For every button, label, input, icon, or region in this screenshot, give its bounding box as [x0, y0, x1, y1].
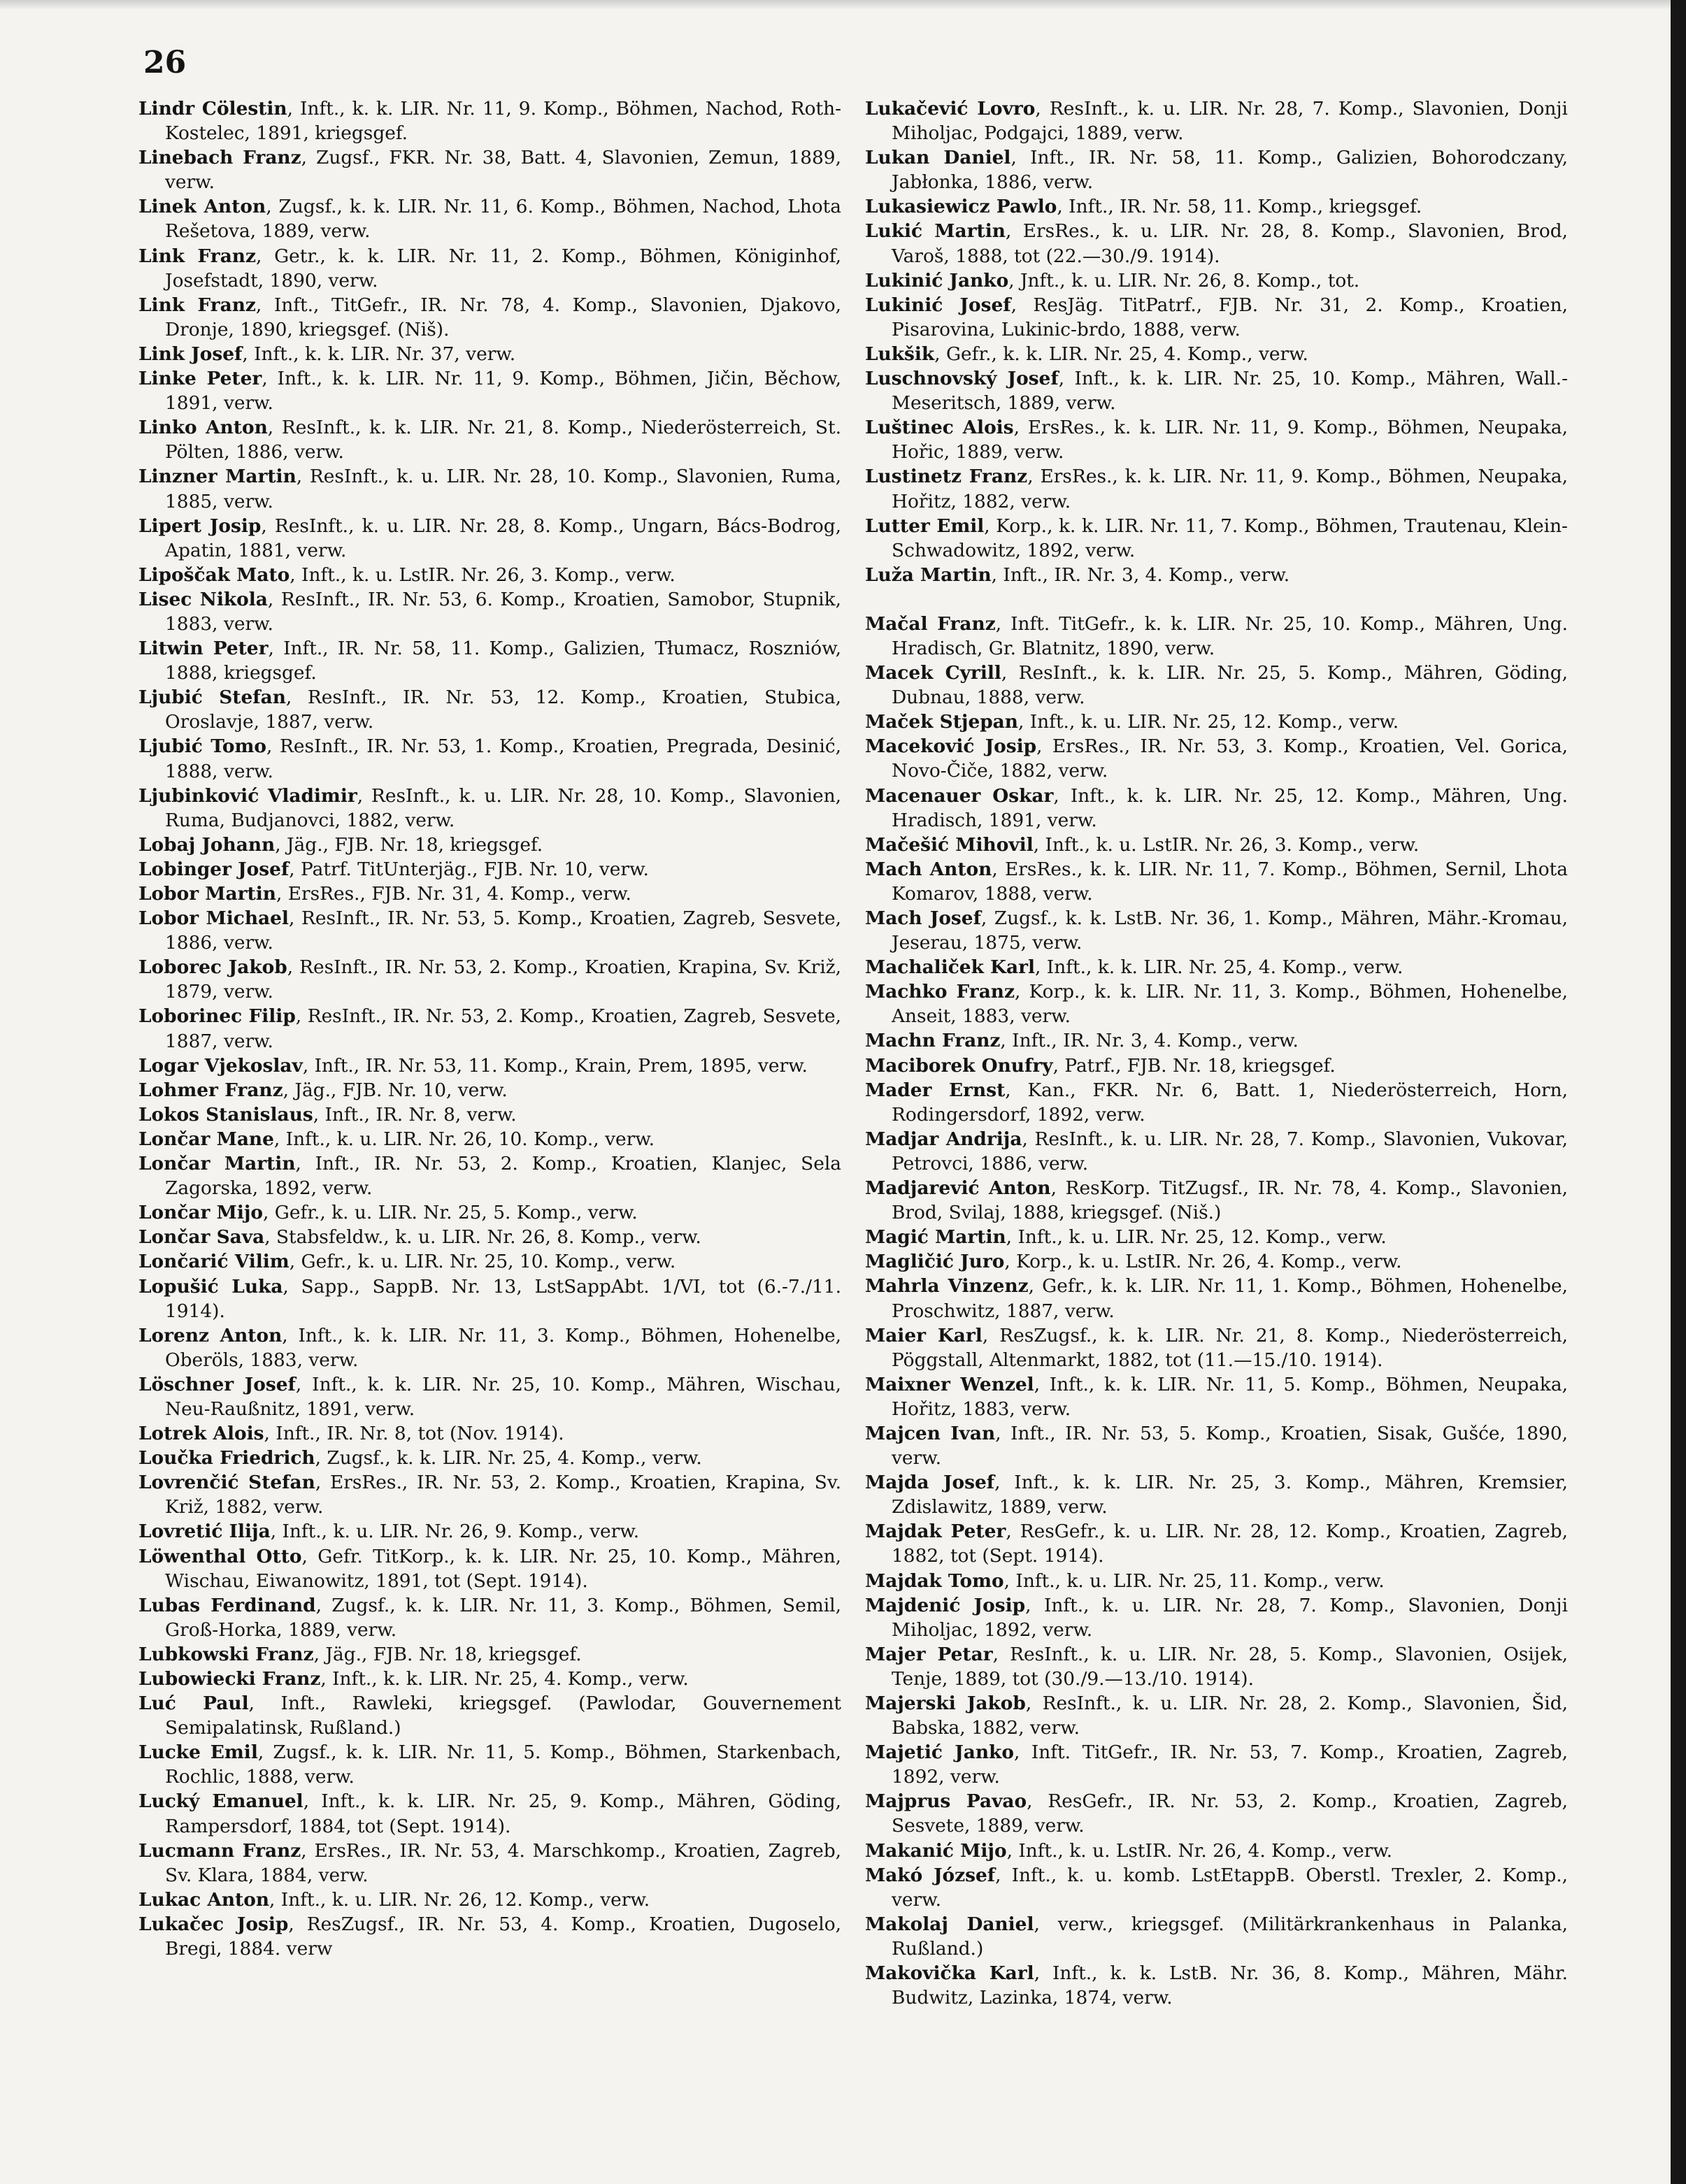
list-entry: [865, 906, 1568, 955]
entry-name: Maciborek Onufry: [865, 1054, 1053, 1077]
entry-name: Lucmann Franz: [138, 1839, 301, 1862]
entry-details: , Patrf., FJB. Nr. 18, kriegsgef.: [1052, 1054, 1336, 1077]
entry-name: Lončar Sava: [138, 1226, 265, 1249]
entry-name: Machaliček Karl: [865, 956, 1036, 979]
list-entry: [865, 1470, 1568, 1519]
entry-name: Lubkowski Franz: [138, 1643, 314, 1665]
entry-name: Machko Franz: [865, 981, 1015, 1003]
list-entry: [138, 1323, 841, 1372]
entry-details: , ErsRes., IR. Nr. 53, 3. Komp., Kroatien, Vel. Gorica, Novo-Čiče, 1882, verw.: [892, 735, 1568, 782]
list-entry: [865, 857, 1568, 906]
entry-name: Lipert Josip: [138, 515, 262, 537]
entry-details: , Inft., IR. Nr. 8, tot (Nov. 1914).: [264, 1423, 564, 1445]
list-entry: [138, 366, 841, 415]
entry-details: , Inft., k. u. LIR. Nr. 26, 10. Komp., verw.: [273, 1128, 655, 1150]
list-entry: [865, 1593, 1568, 1642]
entry-details: , Zugsf., k. k. LIR. Nr. 11, 5. Komp., Böhmen, Starkenbach, Rochlic, 1888, verw.: [165, 1741, 841, 1788]
entry-name: Mačešić Mihovil: [865, 833, 1034, 856]
entry-details: , Inft., IR. Nr. 53, 2. Komp., Kroatien, Klanjec, Sela Zagorska, 1892, verw.: [165, 1153, 841, 1200]
entry-details: , Gefr. TitKorp., k. k. LIR. Nr. 25, 10. Komp., Mähren, Wischau, Eiwanowitz, 1891, tot (Sept. 1914).: [165, 1545, 841, 1592]
entry-details: , Inft., k. k. LIR. Nr. 25, 9. Komp., Mähren, Göding, Rampersdorf, 1884, tot (Sept. 1914).: [165, 1790, 841, 1837]
entry-name: Majetić Janko: [865, 1741, 1014, 1764]
list-entry: [138, 514, 841, 563]
page-number: 26: [143, 45, 187, 80]
entry-details: , Korp., k. u. LstIR. Nr. 26, 4. Komp., verw.: [1004, 1251, 1402, 1273]
right-column: [865, 96, 1568, 2010]
entry-details: , ErsRes., k. k. LIR. Nr. 11, 9. Komp., Böhmen, Neupaka, Hořic, 1889, verw.: [892, 417, 1569, 464]
list-entry: [865, 1789, 1568, 1838]
entry-details: , Inft., IR. Nr. 8, verw.: [313, 1103, 517, 1126]
scan-right-edge: [1671, 0, 1686, 2184]
list-entry: [865, 366, 1568, 415]
list-entry: [138, 1446, 841, 1470]
entry-name: Luschnovský Josef: [865, 368, 1059, 390]
list-entry: [138, 1054, 841, 1078]
entry-details: , Inft., IR. Nr. 53, 11. Komp., Krain, Prem, 1895, verw.: [302, 1054, 808, 1077]
entry-name: Luža Martin: [865, 563, 992, 586]
entry-name: Majdenić Josip: [865, 1594, 1026, 1616]
list-entry: [138, 1667, 841, 1691]
entry-name: Lukinić Josef: [865, 294, 1011, 316]
list-entry: [138, 96, 841, 145]
list-entry: [865, 415, 1568, 464]
entry-details: , ResJäg. TitPatrf., FJB. Nr. 31, 2. Komp., Kroatien, Pisarovina, Lukinic-brdo, 1888, verw.: [892, 294, 1568, 340]
list-entry: [865, 979, 1568, 1028]
entry-name: Maier Karl: [865, 1324, 983, 1346]
entry-name: Lobor Michael: [138, 907, 289, 930]
list-entry: [865, 1839, 1568, 1863]
entry-name: Lubas Ferdinand: [138, 1594, 316, 1616]
entry-name: Lubowiecki Franz: [138, 1668, 321, 1690]
entry-name: Loborec Jakob: [138, 956, 287, 979]
entry-details: , ErsRes., FJB. Nr. 31, 4. Komp., verw.: [276, 883, 631, 905]
entry-details: , Inft., k. u. LIR. Nr. 25, 12. Komp., verw.: [1006, 1226, 1387, 1249]
entry-details: , Kan., FKR. Nr. 6, Batt. 1, Niederösterreich, Horn, Rodingersdorf, 1892, verw.: [892, 1079, 1568, 1126]
entry-name: Makolaj Daniel: [865, 1913, 1034, 1935]
list-entry: [865, 514, 1568, 563]
entry-details: , Gefr., k. k. LIR. Nr. 11, 1. Komp., Böhmen, Hohenelbe, Proschwitz, 1887, verw.: [892, 1275, 1568, 1322]
list-entry: [138, 145, 841, 194]
entry-details: , verw., kriegsgef. (Militärkrankenhaus in Palanka, Rußland.): [892, 1913, 1569, 1960]
list-entry: [138, 1912, 841, 1961]
entry-details: , Inft., k. u. LstIR. Nr. 26, 3. Komp., verw.: [1033, 833, 1420, 856]
entry-name: Lončar Mijo: [138, 1202, 263, 1224]
entry-name: Lovretić Ilija: [138, 1521, 271, 1543]
entry-details: , Inft., k. k. LIR. Nr. 25, 10. Komp., Mähren, Wischau, Neu-Raußnitz, 1891, verw.: [165, 1373, 841, 1420]
entry-details: , Gefr., k. k. LIR. Nr. 25, 4. Komp., verw.: [934, 343, 1308, 365]
entry-details: , Inft., k. u. komb. LstEtappB. Oberstl. Trexler, 2. Komp., verw.: [892, 1864, 1568, 1911]
entry-name: Lukić Martin: [865, 220, 1006, 243]
entry-name: Link Franz: [138, 294, 256, 316]
list-entry: [138, 636, 841, 685]
entry-details: , Inft., k. k. LIR. Nr. 25, 10. Komp., Mähren, Wall.-Meseritsch, 1889, verw.: [892, 368, 1568, 415]
entry-name: Mach Josef: [865, 907, 981, 929]
entry-details: , Inft. TitGefr., k. k. LIR. Nr. 25, 10. Komp., Mähren, Ung. Hradisch, Gr. Blatnitz, 1890, verw.: [892, 612, 1568, 659]
entry-name: Majerski Jakob: [865, 1693, 1026, 1714]
entry-details: , ResInft., IR. Nr. 53, 5. Komp., Kroatien, Zagreb, Sesvete, 1886, verw.: [165, 907, 841, 954]
list-entry: [138, 464, 841, 513]
list-entry: [865, 1054, 1568, 1078]
entry-name: Luštinec Alois: [865, 417, 1014, 439]
entry-details: , Getr., k. k. LIR. Nr. 11, 2. Komp., Böhmen, Königinhof, Josefstadt, 1890, verw.: [165, 245, 841, 292]
list-entry: [138, 1691, 841, 1740]
entry-details: , Zugsf., k. k. LstB. Nr. 36, 1. Komp., Mähren, Mähr.-Kromau, Jeserau, 1875, verw.: [892, 907, 1568, 954]
entry-name: Macek Cyrill: [865, 662, 1001, 684]
list-entry: [865, 145, 1568, 194]
list-entry: [138, 1888, 841, 1912]
entry-name: Majer Petar: [865, 1643, 993, 1665]
list-entry: [138, 293, 841, 342]
entry-name: Lustinetz Franz: [865, 466, 1028, 488]
entry-details: , Inft., k. u. LstIR. Nr. 26, 3. Komp., verw.: [290, 563, 676, 586]
entry-name: Lisec Nikola: [138, 588, 268, 610]
list-entry: [865, 1323, 1568, 1372]
entry-details: , Inft., Rawleki, kriegsgef. (Pawlodar, Gouvernement Semipalatinsk, Rußland.): [165, 1693, 841, 1739]
entry-details: , ResZugsf., IR. Nr. 53, 4. Komp., Kroatien, Dugoselo, Bregi, 1884. verw: [165, 1913, 841, 1960]
list-entry: [138, 857, 841, 882]
entry-name: Linzner Martin: [138, 466, 297, 488]
entry-details: , ErsRes., k. k. LIR. Nr. 11, 7. Komp., Böhmen, Sernil, Lhota Komarov, 1888, verw.: [892, 858, 1568, 905]
entry-details: , Jäg., FJB. Nr. 18, kriegsgef.: [313, 1643, 582, 1665]
entry-details: , Jnft., k. u. LIR. Nr. 26, 8. Komp., tot.: [1008, 269, 1360, 292]
entry-details: , ErsRes., k. u. LIR. Nr. 28, 8. Komp., Slavonien, Brod, Varoš, 1888, tot (22.—30./9. 1914).: [892, 220, 1569, 267]
entry-name: Lindr Cölestin: [138, 98, 287, 120]
entry-name: Majdak Tomo: [865, 1569, 1004, 1592]
entry-details: , Jäg., FJB. Nr. 10, verw.: [283, 1079, 508, 1101]
entry-details: , ResKorp. TitZugsf., IR. Nr. 78, 4. Komp., Slavonien, Brod, Svilaj, 1888, kriegsgef. (Niš.): [892, 1177, 1568, 1224]
entry-details: , ResInft., k. u. LIR. Nr. 28, 7. Komp., Slavonien, Donji Miholjac, Podgajci, 1889, verw.: [892, 98, 1568, 145]
list-entry: [138, 1789, 841, 1838]
entry-name: Makanić Mijo: [865, 1839, 1007, 1862]
entry-name: Lobor Martin: [138, 883, 276, 905]
entry-details: , ErsRes., IR. Nr. 53, 4. Marschkomp., Kroatien, Zagreb, Sv. Klara, 1884, verw.: [165, 1839, 841, 1886]
entry-details: , ResInft., k. u. LIR. Nr. 28, 7. Komp., Slavonien, Vukovar, Petrovci, 1886, verw.: [892, 1128, 1569, 1174]
entry-details: , ResInft., IR. Nr. 53, 1. Komp., Kroatien, Pregrada, Desinić, 1888, verw.: [165, 735, 841, 782]
entry-name: Lukasiewicz Pawlo: [865, 196, 1057, 218]
list-entry: [865, 1691, 1568, 1740]
entry-name: Lopušić Luka: [138, 1275, 283, 1298]
entry-details: , Inft., IR. Nr. 58, 11. Komp., kriegsgef.: [1057, 196, 1422, 218]
entry-details: , Inft., k. k. LIR. Nr. 25, 4. Komp., verw.: [320, 1668, 689, 1690]
entry-details: , ResInft., IR. Nr. 53, 6. Komp., Kroatien, Samobor, Stupnik, 1883, verw.: [165, 588, 841, 635]
entry-name: Mach Anton: [865, 858, 992, 880]
entry-name: Magličić Juro: [865, 1251, 1005, 1273]
entry-name: Lokos Stanislaus: [138, 1103, 313, 1126]
list-entry: [138, 1372, 841, 1421]
list-entry: [138, 1200, 841, 1225]
entry-details: , Zugsf., k. k. LIR. Nr. 11, 3. Komp., Böhmen, Semil, Groß-Horka, 1889, verw.: [165, 1594, 842, 1641]
entry-name: Lutter Emil: [865, 515, 985, 537]
entry-details: , Inft., k. k. LIR. Nr. 11, 9. Komp., Böhmen, Jičin, Běchow, 1891, verw.: [165, 368, 841, 415]
list-entry: [865, 1912, 1568, 1961]
entry-name: Lukinić Janko: [865, 269, 1009, 292]
entry-details: , Inft., k. u. LstIR. Nr. 26, 4. Komp., verw.: [1006, 1839, 1393, 1862]
entry-name: Lukan Daniel: [865, 147, 1011, 169]
entry-name: Lukac Anton: [138, 1888, 270, 1911]
entry-details: , Korp., k. k. LIR. Nr. 11, 7. Komp., Böhmen, Trautenau, Klein-Schwadowitz, 1892, verw.: [892, 515, 1568, 561]
list-entry: [138, 587, 841, 636]
list-entry: [865, 1078, 1568, 1127]
list-entry: [865, 1740, 1568, 1789]
entry-details: , ResGefr., k. u. LIR. Nr. 28, 12. Komp., Kroatien, Zagreb, 1882, tot (Sept. 1914).: [892, 1521, 1569, 1567]
entry-details: , Inft., k. k. LIR. Nr. 11, 5. Komp., Böhmen, Neupaka, Hořitz, 1883, verw.: [892, 1373, 1568, 1420]
entry-details: , Inft. TitGefr., IR. Nr. 53, 7. Komp., Kroatien, Zagreb, 1892, verw.: [892, 1741, 1568, 1788]
entry-name: Majcen Ivan: [865, 1422, 996, 1444]
entry-name: Lorenz Anton: [138, 1324, 283, 1346]
list-entry: [138, 1421, 841, 1446]
entry-details: , Inft., IR. Nr. 3, 4. Komp., verw.: [991, 563, 1290, 586]
list-entry: [138, 734, 841, 783]
list-entry: [138, 1127, 841, 1151]
list-entry: [138, 1839, 841, 1888]
entry-name: Luć Paul: [138, 1693, 249, 1715]
entry-name: Linek Anton: [138, 196, 266, 218]
entry-name: Ljubinković Vladimir: [138, 784, 357, 807]
entry-name: Lončar Mane: [138, 1128, 274, 1150]
list-entry: [865, 96, 1568, 145]
entry-name: Logar Vjekoslav: [138, 1054, 303, 1077]
entry-name: Majda Josef: [865, 1472, 995, 1494]
entry-details: , Zugsf., k. k. LIR. Nr. 25, 4. Komp., verw.: [315, 1447, 702, 1470]
entry-name: Lukačević Lovro: [865, 98, 1036, 120]
entry-details: , Inft., TitGefr., IR. Nr. 78, 4. Komp., Slavonien, Djakovo, Dronje, 1890, kriegsgef. (Niš).: [165, 294, 841, 340]
entry-name: Lončarić Vilim: [138, 1251, 290, 1273]
entry-details: , Inft., k. k. LIR. Nr. 11, 3. Komp., Böhmen, Hohenelbe, Oberöls, 1883, verw.: [165, 1324, 841, 1371]
entry-name: Macenauer Oskar: [865, 784, 1054, 807]
entry-name: Madjarević Anton: [865, 1177, 1051, 1200]
entry-name: Lukačec Josip: [138, 1913, 289, 1935]
entry-details: , Inft., IR. Nr. 3, 4. Komp., verw.: [1000, 1030, 1299, 1052]
list-entry: [865, 1642, 1568, 1691]
entry-details: , ErsRes., k. k. LIR. Nr. 11, 9. Komp., Böhmen, Neupaka, Hořitz, 1882, verw.: [892, 466, 1569, 512]
list-entry: [138, 882, 841, 906]
list-entry: [865, 833, 1568, 857]
entry-name: Lohmer Franz: [138, 1079, 283, 1101]
entry-details: , Inft., k. u. LIR. Nr. 28, 7. Komp., Slavonien, Donji Miholjac, 1892, verw.: [892, 1594, 1569, 1641]
entry-details: , Inft., k. k. LIR. Nr. 25, 12. Komp., Mähren, Ung. Hradisch, 1891, verw.: [892, 784, 1569, 831]
entry-name: Lovrenčić Stefan: [138, 1472, 315, 1494]
entry-details: , Inft., IR. Nr. 58, 11. Komp., Galizien, Bohorodczany, Jabłonka, 1886, verw.: [892, 147, 1568, 194]
entry-details: , ResInft., IR. Nr. 53, 12. Komp., Kroatien, Stubica, Oroslavje, 1887, verw.: [165, 687, 841, 733]
list-entry: [138, 1544, 841, 1593]
list-entry: [865, 1028, 1568, 1053]
list-entry: [865, 1176, 1568, 1225]
list-entry: [138, 1274, 841, 1323]
entry-details: , Patrf. TitUnterjäg., FJB. Nr. 10, verw.: [289, 858, 649, 880]
list-entry: [865, 464, 1568, 513]
list-entry: [138, 685, 841, 734]
list-entry: [138, 1593, 841, 1642]
list-entry: [865, 1127, 1568, 1176]
entry-details: , ResInft., k. u. LIR. Nr. 28, 8. Komp., Ungarn, Bács-Bodrog, Apatin, 1881, verw.: [165, 515, 841, 561]
entry-name: Lipoščak Mato: [138, 563, 290, 586]
entry-details: , Inft., k. u. LIR. Nr. 25, 12. Komp., verw.: [1017, 711, 1399, 733]
entry-details: , Inft., k. k. LIR. Nr. 11, 9. Komp., Böhmen, Nachod, Roth-Kostelec, 1891, kriegsgef.: [165, 98, 841, 145]
list-entry: [865, 1421, 1568, 1470]
entry-name: Link Franz: [138, 245, 256, 267]
entry-name: Mačal Franz: [865, 612, 996, 635]
entry-details: , Inft., k. k. LstB. Nr. 36, 8. Komp., Mähren, Mähr. Budwitz, Lazinka, 1874, verw.: [892, 1962, 1569, 2009]
entry-details: , Korp., k. k. LIR. Nr. 11, 3. Komp., Böhmen, Hohenelbe, Anseit, 1883, verw.: [892, 981, 1568, 1028]
entry-details: , Inft., k. k. LIR. Nr. 37, verw.: [242, 343, 516, 365]
entry-details: , Inft., IR. Nr. 53, 5. Komp., Kroatien, Sisak, Gušće, 1890, verw.: [892, 1422, 1569, 1470]
entry-details: , ResZugsf., k. k. LIR. Nr. 21, 8. Komp., Niederösterreich, Pöggstall, Altenmarkt, 1882, tot (11.—15./10. 1914).: [892, 1324, 1568, 1371]
list-entry: [865, 342, 1568, 366]
list-entry: [138, 1740, 841, 1789]
entry-name: Lobaj Johann: [138, 833, 276, 856]
entry-details: , ResInft., IR. Nr. 53, 2. Komp., Kroatien, Zagreb, Sesvete, 1887, verw.: [165, 1005, 841, 1052]
entry-name: Makó József: [865, 1864, 996, 1886]
list-entry: [865, 1519, 1568, 1568]
entry-name: Lucke Emil: [138, 1741, 258, 1764]
entry-name: Löwenthal Otto: [138, 1545, 302, 1567]
entry-details: , Inft., k. k. LIR. Nr. 25, 4. Komp., verw.: [1035, 956, 1403, 979]
entry-name: Majdak Peter: [865, 1521, 1006, 1543]
list-entry: [138, 415, 841, 464]
list-entry: [138, 955, 841, 1004]
list-entry: [138, 833, 841, 857]
list-entry: [138, 563, 841, 587]
entry-name: Maixner Wenzel: [865, 1373, 1034, 1395]
list-entry: [138, 1078, 841, 1102]
entry-name: Löschner Josef: [138, 1373, 296, 1395]
list-entry: [865, 293, 1568, 342]
entry-name: Loborinec Filip: [138, 1005, 296, 1028]
entry-name: Linke Peter: [138, 368, 262, 390]
entry-name: Link Josef: [138, 343, 243, 365]
entry-name: Machn Franz: [865, 1030, 1001, 1052]
entry-name: Lončar Martin: [138, 1153, 296, 1175]
list-entry: [865, 710, 1568, 734]
list-entry: [138, 244, 841, 293]
entry-details: , ResInft., k. k. LIR. Nr. 25, 5. Komp., Mähren, Göding, Dubnau, 1888, verw.: [892, 662, 1568, 709]
section-gap: [865, 587, 1568, 612]
list-entry: [865, 612, 1568, 661]
list-entry: [138, 1470, 841, 1519]
list-entry: [865, 1372, 1568, 1421]
entry-details: , Sapp., SappB. Nr. 13, LstSappAbt. 1/VI, tot (6.-7./11. 1914).: [165, 1275, 841, 1322]
scan-top-edge: [0, 0, 1686, 10]
entry-name: Litwin Peter: [138, 638, 269, 660]
entry-name: Lobinger Josef: [138, 858, 290, 880]
entry-name: Maceković Josip: [865, 735, 1037, 758]
list-entry: [138, 906, 841, 955]
entry-details: , ResGefr., IR. Nr. 53, 2. Komp., Kroatien, Zagreb, Sesvete, 1889, verw.: [892, 1790, 1568, 1837]
left-column: [138, 96, 841, 1961]
entry-details: , Jäg., FJB. Nr. 18, kriegsgef.: [275, 833, 543, 856]
list-entry: [865, 1863, 1568, 1912]
entry-details: , Inft., k. u. LIR. Nr. 26, 9. Komp., verw.: [270, 1521, 640, 1543]
list-entry: [865, 1961, 1568, 2010]
entry-name: Lucký Emanuel: [138, 1790, 303, 1813]
entry-name: Madjar Andrija: [865, 1128, 1022, 1150]
entry-details: , ResInft., IR. Nr. 53, 2. Komp., Kroatien, Krapina, Sv. Križ, 1879, verw.: [165, 956, 841, 1003]
entry-name: Ljubić Tomo: [138, 735, 267, 758]
entry-name: Mader Ernst: [865, 1079, 1006, 1101]
entry-name: Magić Martin: [865, 1226, 1006, 1249]
list-entry: [138, 784, 841, 833]
list-entry: [138, 1151, 841, 1200]
entry-details: , Inft., k. k. LIR. Nr. 25, 3. Komp., Mähren, Kremsier, Zdislawitz, 1889, verw.: [892, 1472, 1568, 1518]
list-entry: [865, 1225, 1568, 1249]
entry-details: , Stabsfeldw., k. u. LIR. Nr. 26, 8. Komp., verw.: [264, 1226, 701, 1249]
entry-name: Loučka Friedrich: [138, 1447, 315, 1470]
entry-name: Majprus Pavao: [865, 1790, 1027, 1813]
entry-name: Lukšik: [865, 343, 935, 365]
list-entry: [138, 1225, 841, 1249]
entry-details: , ResInft., k. u. LIR. Nr. 28, 5. Komp., Slavonien, Osijek, Tenje, 1889, tot (30./9.—13./10. 1914).: [892, 1643, 1568, 1690]
list-entry: [138, 1249, 841, 1274]
list-entry: [865, 734, 1568, 783]
list-entry: [865, 268, 1568, 293]
list-entry: [865, 784, 1568, 833]
list-entry: [138, 1519, 841, 1544]
entry-name: Linebach Franz: [138, 147, 301, 169]
entry-details: , Gefr., k. u. LIR. Nr. 25, 5. Komp., verw.: [263, 1202, 638, 1224]
entry-details: , Inft., k. u. LIR. Nr. 26, 12. Komp., verw.: [269, 1888, 650, 1911]
entry-details: , ResInft., k. u. LIR. Nr. 28, 10. Komp., Slavonien, Ruma, Budjanovci, 1882, verw.: [165, 784, 841, 831]
list-entry: [138, 342, 841, 366]
list-entry: [865, 563, 1568, 587]
entry-details: , ErsRes., IR. Nr. 53, 2. Komp., Kroatien, Krapina, Sv. Križ, 1882, verw.: [165, 1472, 841, 1518]
list-entry: [865, 1569, 1568, 1593]
list-entry: [865, 955, 1568, 979]
list-entry: [138, 1102, 841, 1127]
list-entry: [865, 194, 1568, 219]
entry-details: , Zugsf., k. k. LIR. Nr. 11, 6. Komp., Böhmen, Nachod, Lhota Rešetova, 1889, verw.: [165, 196, 841, 243]
entry-name: Linko Anton: [138, 417, 268, 439]
list-entry: [865, 219, 1568, 268]
entry-name: Makovička Karl: [865, 1962, 1034, 1985]
entry-details: , ResInft., k. u. LIR. Nr. 28, 2. Komp., Slavonien, Šid, Babska, 1882, verw.: [892, 1693, 1569, 1739]
list-entry: [865, 661, 1568, 710]
entry-name: Lotrek Alois: [138, 1423, 264, 1445]
entry-details: , ResInft., k. k. LIR. Nr. 21, 8. Komp., Niederösterreich, St. Pölten, 1886, verw.: [165, 417, 841, 464]
entry-details: , ResInft., k. u. LIR. Nr. 28, 10. Komp., Slavonien, Ruma, 1885, verw.: [165, 466, 841, 512]
entry-details: , Inft., IR. Nr. 58, 11. Komp., Galizien, Tłumacz, Roszniów, 1888, kriegsgef.: [165, 638, 842, 684]
entry-name: Maček Stjepan: [865, 711, 1018, 733]
entry-details: , Inft., k. u. LIR. Nr. 25, 11. Komp., verw.: [1003, 1569, 1385, 1592]
list-entry: [865, 1249, 1568, 1274]
entry-details: , Gefr., k. u. LIR. Nr. 25, 10. Komp., verw.: [289, 1251, 676, 1273]
list-entry: [138, 1642, 841, 1667]
list-entry: [138, 1004, 841, 1053]
entry-name: Ljubić Stefan: [138, 687, 286, 709]
entry-details: , Zugsf., FKR. Nr. 38, Batt. 4, Slavonien, Zemun, 1889, verw.: [165, 147, 841, 194]
entry-name: Mahrla Vinzenz: [865, 1275, 1029, 1298]
list-entry: [865, 1274, 1568, 1323]
list-entry: [138, 194, 841, 243]
